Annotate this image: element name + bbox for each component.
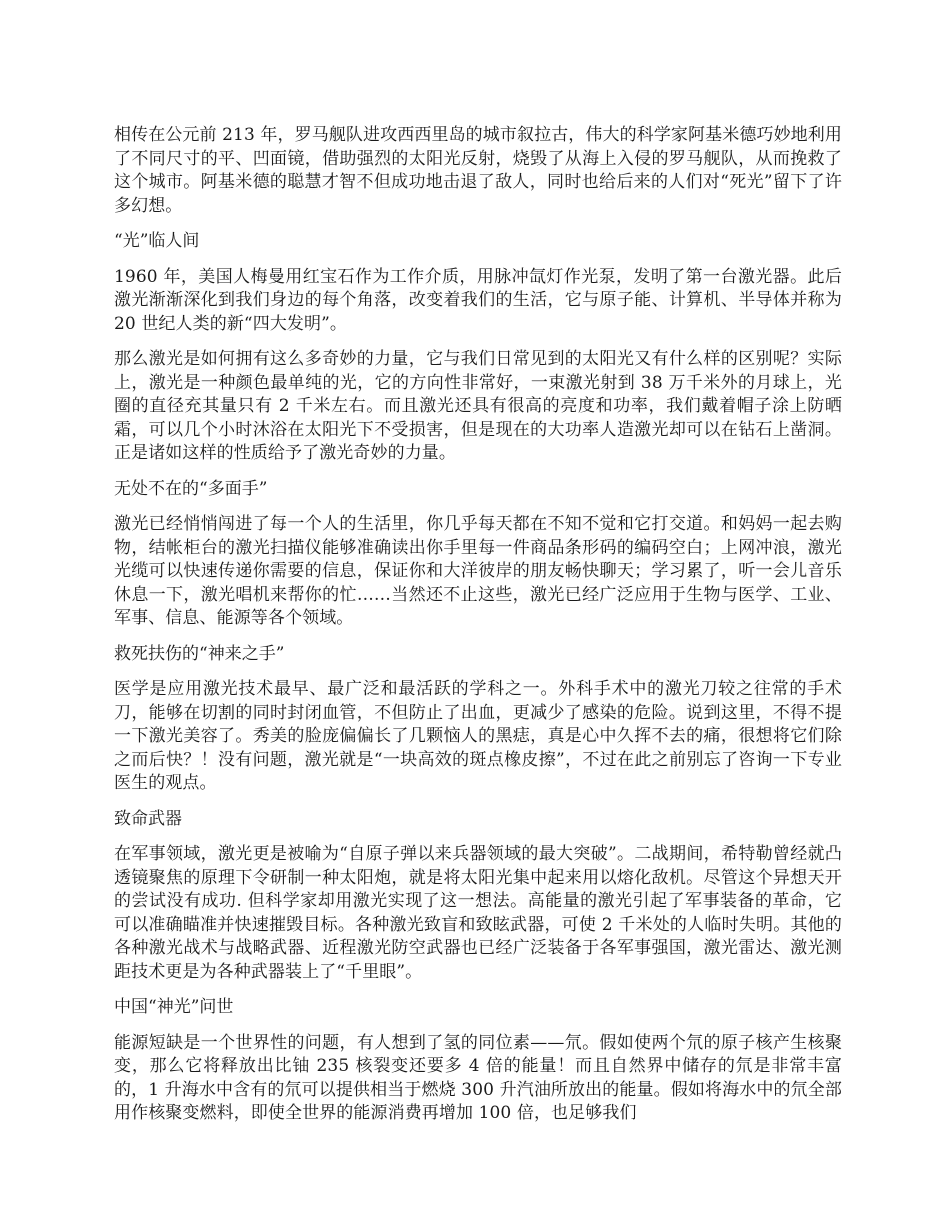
section-heading-medicine: 救死扶伤的“神来之手” xyxy=(114,643,285,664)
paragraph-daily-life: 激光已经悄悄闯进了每一个人的生活里，你几乎每天都在不知不觉和它打交道。和妈妈一起去购物，结帐柜台的激光扫描仪能够准确读出你手里每一件商品条形码的编码空白；上网冲浪，激光光缆可以快速传递你需要的信息，保证你和大洋彼岸的朋友畅快聊天；学习累了，听一会儿音乐休息一下，激光唱机来帮你的忙……当然还不止这些，激光已经广泛应用于生物与医学、工业、军事、信息、能源等各个领域。 xyxy=(114,514,842,628)
section-heading-weapons: 致命武器 xyxy=(114,808,182,829)
section-heading-light-arrives: “光”临人间 xyxy=(114,231,200,251)
paragraph-energy: 能源短缺是一个世界性的问题，有人想到了氢的同位素——氘。假如使两个氘的原子核产生核聚变，那么它将释放出比铀 235 核裂变还要多 4 倍的能量！而且自然界中储存的氘是非常丰富的，1 升海水中含有的氘可以提供相当于燃烧 300 升汽油所放出的能量。假如将海水中的氘全部用作核聚变燃料，即使全世界的能源消费再增加 100 倍，也足够我们 xyxy=(114,1032,842,1123)
article-body xyxy=(114,124,842,1138)
section-heading-versatile: 无处不在的“多面手” xyxy=(114,478,268,499)
paragraph-medicine: 医学是应用激光技术最早、最广泛和最活跃的学科之一。外科手术中的激光刀较之往常的手术刀，能够在切割的同时封闭血管，不但防止了出血，更减少了感染的危险。说到这里，不得不提一下激光美容了。秀美的脸庞偏偏长了几颗恼人的黑痣，真是心中久挥不去的痛，很想将它们除之而后快？！没有问题，激光就是“一块高效的斑点橡皮擦”，不过在此之前别忘了咨询一下专业医生的观点。 xyxy=(114,679,842,793)
paragraph-laser-properties: 那么激光是如何拥有这么多奇妙的力量，它与我们日常见到的太阳光又有什么样的区别呢？实际上，激光是一种颜色最单纯的光，它的方向性非常好，一束激光射到 38 万千米外的月球上，光圈的直径充其量只有 2 千米左右。而且激光还具有很高的亮度和功率，我们戴着帽子涂上防晒霜，可以几个小时沐浴在太阳光下不受损害，但是现在的大功率人造激光却可以在钻石上凿洞。正是诸如这样的性质给予了激光奇妙的力量。 xyxy=(114,349,842,463)
paragraph-first-laser: 1960 年，美国人梅曼用红宝石作为工作介质，用脉冲氙灯作光泵，发明了第一台激光器。此后激光渐渐深化到我们身边的每个角落，改变着我们的生活，它与原子能、计算机、半导体并称为 20 世纪人类的新“四大发明”。 xyxy=(114,266,842,334)
paragraph-archimedes: 相传在公元前 213 年，罗马舰队进攻西西里岛的城市叙拉古，伟大的科学家阿基米德巧妙地利用了不同尺寸的平、凹面镜，借助强烈的太阳光反射，烧毁了从海上入侵的罗马舰队，从而挽救了这个城市。阿基米德的聪慧才智不但成功地击退了敌人，同时也给后来的人们对“死光”留下了许多幻想。 xyxy=(114,125,842,216)
section-heading-shenguang: 中国“神光”问世 xyxy=(114,997,234,1017)
paragraph-military: 在军事领域，激光更是被喻为“自原子弹以来兵器领域的最大突破”。二战期间，希特勒曾经就凸透镜聚焦的原理下令研制一种太阳炮，就是将太阳光集中起来用以熔化敌机。尽管这个异想天开的尝试没有成功. 但科学家却用激光实现了这一想法。高能量的激光引起了军事装备的革命，它可以准确瞄准并快速摧毁目标。各种激光致盲和致眩武器，可使 2 千米处的人临时失明。其他的各种激光战术与战略武器、近程激光防空武器也已经广泛装备于各军事强国，激光雷达、激光测距技术更是为各种武器装上了“千里眼”。 xyxy=(114,844,842,982)
